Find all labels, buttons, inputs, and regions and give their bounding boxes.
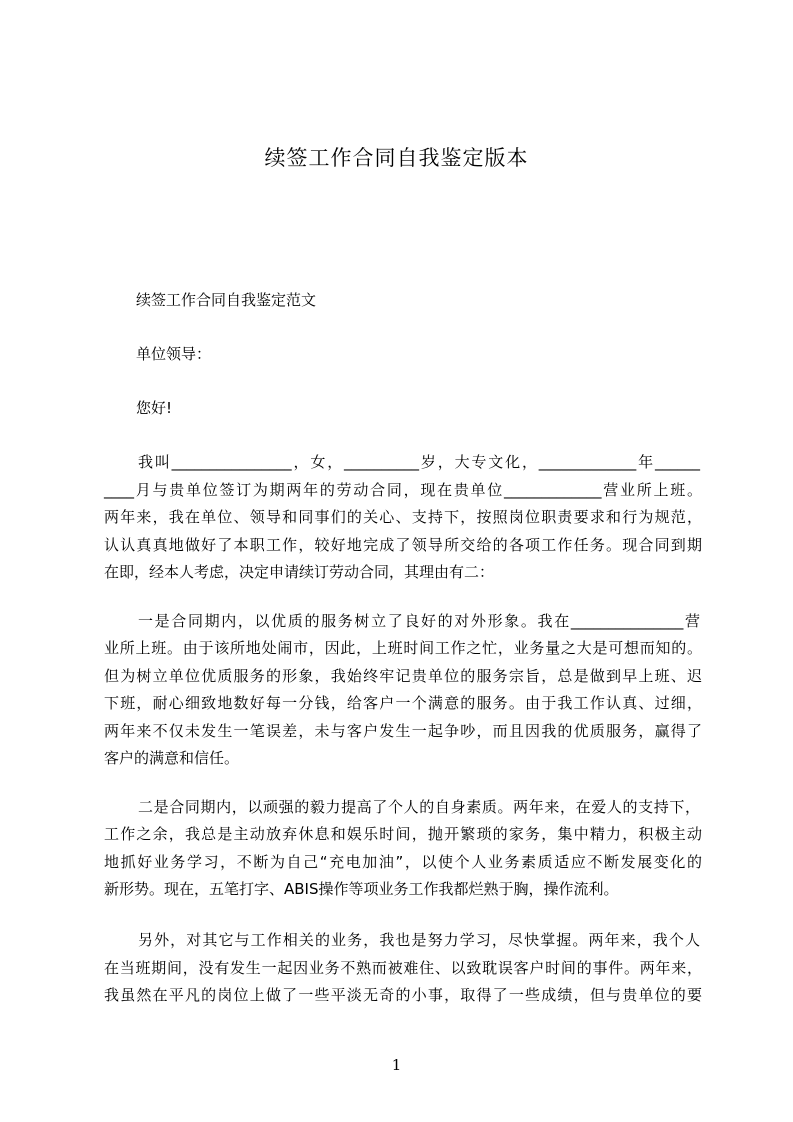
- paragraph-3-line-3: 地抓好业务学习，不断为自己“充电加油”，以使个人业务素质适应不断发展变化的: [104, 853, 702, 871]
- salutation: 单位领导：: [136, 345, 212, 363]
- paragraph-2-line-6: 客户的满意和信任。: [104, 749, 240, 767]
- paragraph-3-line-4: 新形势。现在，五笔打字、ABIS操作等项业务工作我都烂熟于胸，操作流利。: [104, 880, 619, 898]
- document-subtitle: 续签工作合同自我鉴定范文: [136, 291, 317, 309]
- paragraph-2-line-2: 业所上班。由于该所地处闹市，因此，上班时间工作之忙，业务量之大是可想而知的。: [104, 639, 702, 657]
- paragraph-4-line-2: 在当班期间，没有发生一起因业务不熟而被难住、以致耽误客户时间的事件。两年来，: [104, 959, 702, 977]
- paragraph-3-line-2: 工作之余，我总是主动放弃休息和娱乐时间，抛开繁琐的家务，集中精力，积极主动: [104, 825, 702, 843]
- paragraph-1-line-5: 在即，经本人考虑，决定申请续订劳动合同，其理由有二：: [104, 563, 495, 581]
- paragraph-1-line-1: 我叫________________，女，__________岁，大专文化，_____________年______: [138, 453, 700, 471]
- paragraph-2-line-3: 但为树立单位优质服务的形象，我始终牢记贵单位的服务宗旨，总是做到早上班、迟: [104, 667, 702, 685]
- paragraph-1-line-4: 认认真真地做好了本职工作，较好地完成了领导所交给的各项工作任务。现合同到期: [104, 536, 702, 554]
- paragraph-1-line-3: 两年来，我在单位、领导和同事们的关心、支持下，按照岗位职责要求和行为规范，: [104, 508, 702, 526]
- paragraph-1-line-2: ____月与贵单位签订为期两年的劳动合同，现在贵单位_____________营业所上班。: [104, 481, 702, 499]
- paragraph-2-line-1: 一是合同期内，以优质的服务树立了良好的对外形象。我在_______________营: [138, 612, 700, 630]
- paragraph-4-line-3: 我虽然在平凡的岗位上做了一些平淡无奇的小事，取得了一些成绩，但与贵单位的要: [104, 986, 702, 1004]
- paragraph-4-line-1: 另外，对其它与工作相关的业务，我也是努力学习，尽快掌握。两年来，我个人: [138, 931, 700, 949]
- document-title: 续签工作合同自我鉴定版本: [264, 146, 529, 170]
- paragraph-3-line-1: 二是合同期内，以顽强的毅力提高了个人的自身素质。两年来，在爱人的支持下，: [138, 798, 700, 816]
- page-number: 1: [391, 1056, 402, 1074]
- greeting: 您好!: [136, 399, 173, 417]
- paragraph-2-line-4: 下班，耐心细致地数好每一分钱，给客户一个满意的服务。由于我工作认真、过细，: [104, 694, 702, 712]
- paragraph-2-line-5: 两年来不仅未发生一笔误差，未与客户发生一起争吵，而且因我的优质服务，赢得了: [104, 722, 702, 740]
